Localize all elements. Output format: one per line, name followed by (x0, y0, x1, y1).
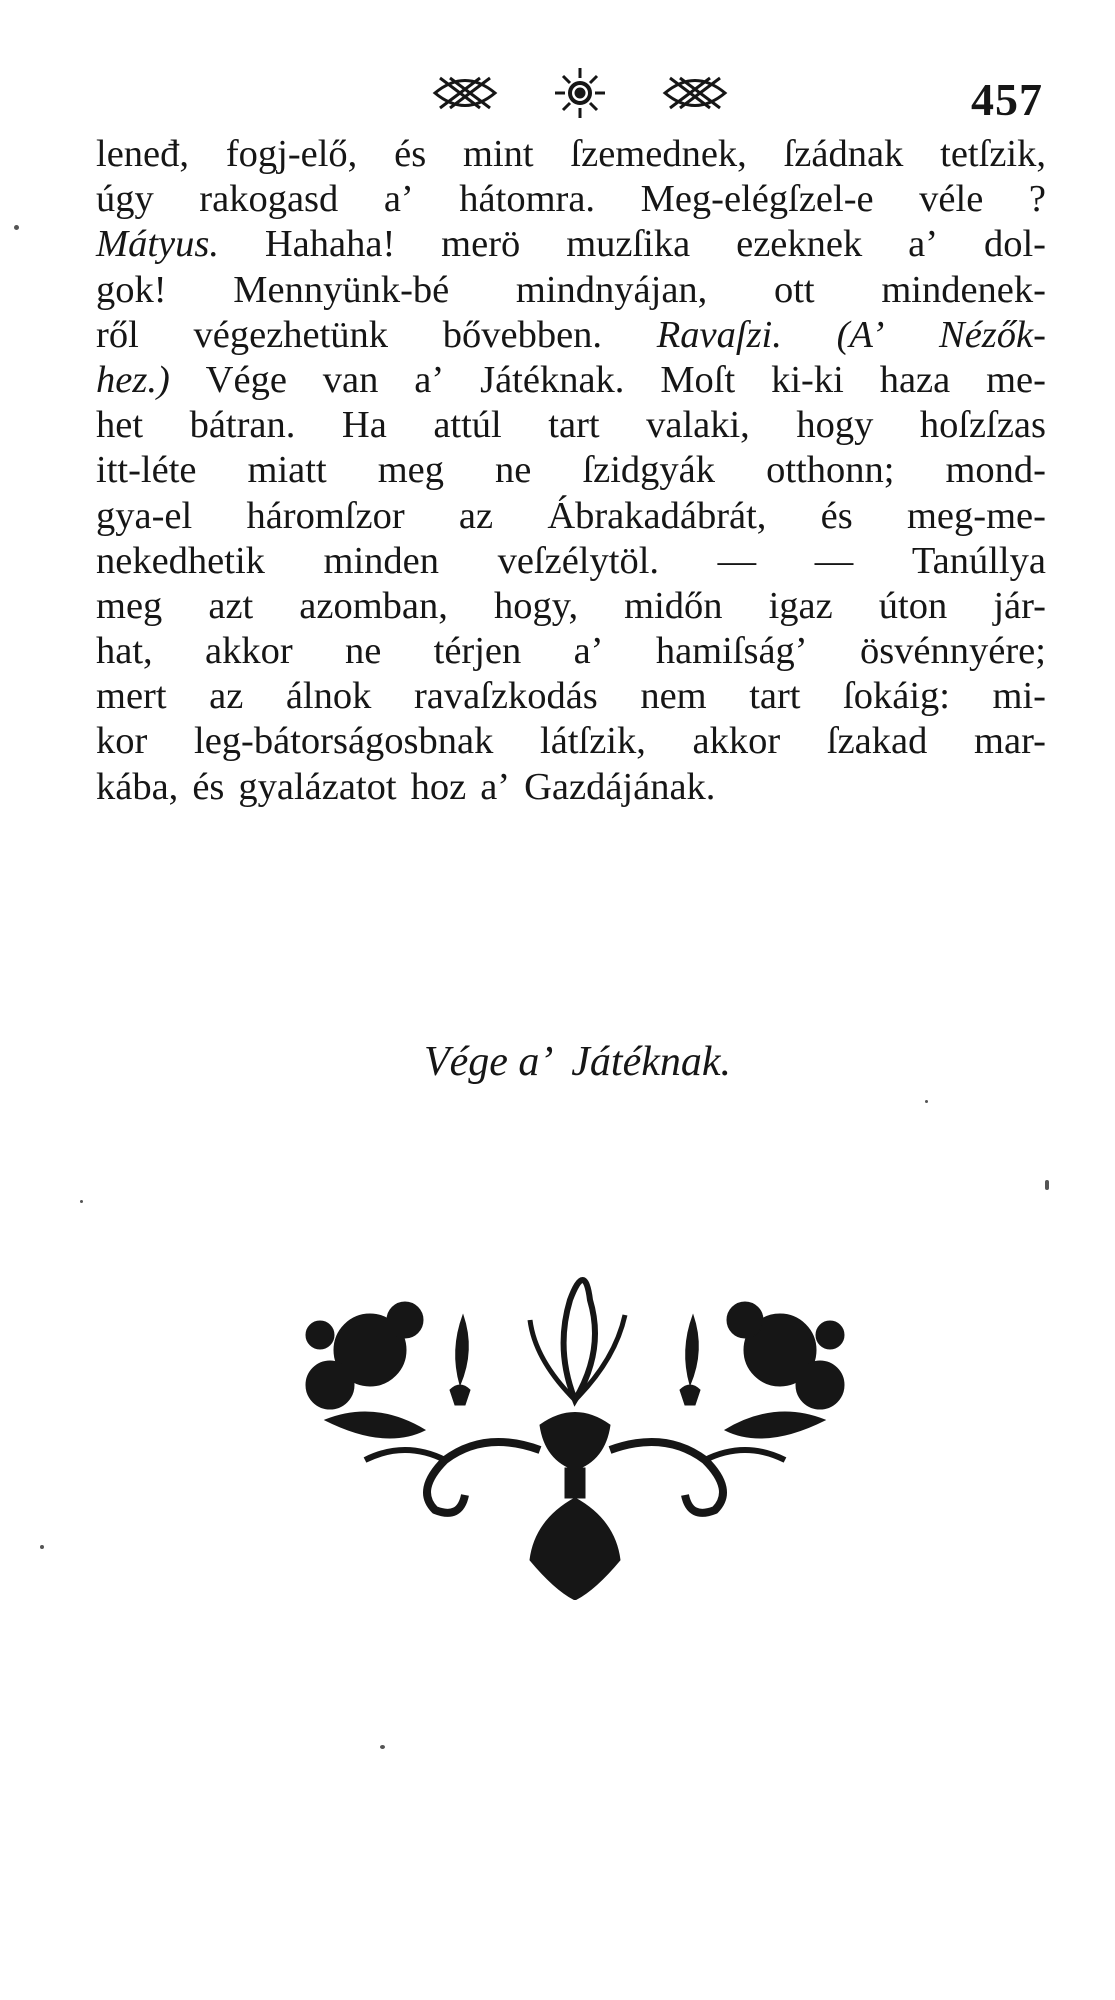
word: a’ (383, 178, 414, 221)
text-line (96, 584, 1046, 629)
text-line (96, 222, 1046, 267)
word: hoz (410, 765, 467, 808)
word: hogy (796, 404, 874, 447)
word: hoſzſzas (919, 404, 1046, 447)
word: kor (96, 720, 148, 763)
word: mar- (974, 720, 1046, 763)
word: háromſzor (246, 494, 405, 537)
word: és (820, 494, 853, 537)
word: tart (749, 675, 801, 718)
word: hátomra. (459, 178, 596, 221)
word: mi- (992, 675, 1046, 718)
word: Tanúllya (911, 539, 1046, 582)
closing-text-part2: Játéknak. (571, 1039, 732, 1085)
word: Vége (205, 358, 287, 401)
paper-speck (1045, 1180, 1049, 1190)
closing-text-part1: Vége a’ (423, 1039, 549, 1085)
paper-speck (80, 1200, 83, 1203)
word: mindenek- (881, 268, 1046, 311)
word: Nézők- (939, 313, 1046, 356)
word: van (322, 358, 379, 401)
word: látſzik, (540, 720, 646, 763)
word: gyalázatot (238, 765, 397, 808)
word: bátran. (189, 404, 296, 447)
word: véle (919, 178, 984, 221)
word: akkor (692, 720, 781, 763)
word: és (192, 765, 225, 808)
paper-speck (380, 1745, 385, 1749)
word: a’ (480, 765, 511, 808)
word: het (96, 404, 144, 447)
word: Ha (341, 404, 387, 447)
fleuron-header-ornament-icon (430, 63, 730, 123)
word: ſzádnak (783, 133, 904, 175)
word: igaz (768, 584, 833, 627)
word: jár- (993, 584, 1046, 627)
word: mint (463, 133, 534, 175)
word: Meg-elégſzel-e (640, 178, 874, 221)
floral-tailpiece-ornament-icon (285, 1260, 865, 1600)
word: Játéknak. (480, 358, 625, 401)
text-line (96, 177, 1046, 222)
word: tart (548, 404, 600, 447)
body-text (96, 132, 1046, 810)
word: és (394, 133, 427, 175)
word: leg-bátorságosbnak (194, 720, 494, 763)
word: ki-ki (771, 358, 844, 401)
word: attúl (433, 404, 502, 447)
word: merö (441, 223, 521, 266)
text-line (96, 765, 1046, 810)
word: ott (773, 268, 815, 311)
word: ösvénnyére; (859, 630, 1046, 673)
word: az (209, 675, 244, 718)
text-line (96, 629, 1046, 674)
text-line (96, 268, 1046, 313)
word: ezeknek (736, 223, 863, 266)
text-line (96, 674, 1046, 719)
word: ne (344, 630, 382, 673)
word: mindnyájan, (515, 268, 708, 311)
word: gok! (96, 268, 167, 311)
word: álnok (285, 675, 372, 718)
word: az (458, 494, 494, 537)
word: midőn (624, 584, 723, 627)
word: hez.) (96, 358, 170, 401)
word: úgy (96, 178, 154, 221)
word: a’ (908, 223, 939, 266)
word: leneđ, (96, 133, 189, 175)
word: meg (96, 584, 163, 627)
word: dol- (983, 223, 1046, 266)
word: Moſt (660, 358, 736, 401)
word: itt-léte (96, 449, 197, 492)
word: Ábrakadábrát, (547, 494, 767, 537)
word: veſzélytöl. (497, 539, 660, 582)
page-number: 457 (971, 74, 1043, 125)
word: rakogasd (199, 178, 339, 221)
word: kába, (96, 765, 179, 808)
word: miatt (247, 449, 327, 492)
word: hogy, (493, 584, 579, 627)
word: — (814, 539, 854, 582)
word: mond- (945, 449, 1046, 492)
word: ſokáig: (843, 675, 950, 718)
word: hat, (96, 630, 153, 673)
word: tetſzik, (940, 133, 1046, 175)
word: azomban, (299, 584, 448, 627)
paper-speck (925, 1100, 928, 1103)
word: ſzakad (826, 720, 928, 763)
paper-speck (40, 1545, 44, 1549)
word: ſzidgyák (582, 449, 716, 492)
word: ravaſzkodás (413, 675, 598, 718)
word: Hahaha! (264, 223, 396, 266)
word: meg (377, 449, 444, 492)
word: akkor (204, 630, 293, 673)
word: a’ (414, 358, 445, 401)
text-line (96, 448, 1046, 493)
word: (A’ (836, 313, 885, 356)
text-line (96, 403, 1046, 448)
word: fogj-elő, (225, 133, 358, 175)
word: Gazdájának. (524, 765, 716, 808)
word: ? (1028, 178, 1046, 221)
word: ſzemednek, (570, 133, 747, 175)
word: muzſika (566, 223, 691, 266)
text-line (96, 132, 1046, 177)
page-header (0, 55, 1115, 135)
closing-line (0, 1038, 1115, 1086)
word: úton (878, 584, 948, 627)
word: nem (640, 675, 707, 718)
word: Mennyünk-bé (233, 268, 450, 311)
word: valaki, (646, 404, 750, 447)
text-line (96, 494, 1046, 539)
word: otthonn; (766, 449, 895, 492)
text-line (96, 719, 1046, 764)
word: bővebben. (442, 313, 603, 356)
word: minden (323, 539, 439, 582)
word: ne (495, 449, 532, 492)
word: — (717, 539, 757, 582)
word: hamiſság’ (655, 630, 808, 673)
word: mert (96, 675, 167, 718)
word: Mátyus. (96, 223, 219, 266)
word: azt (208, 584, 254, 627)
text-line (96, 313, 1046, 358)
word: gya-el (96, 494, 193, 537)
word: me- (986, 358, 1046, 401)
word: végezhetünk (193, 313, 389, 356)
word: ről (96, 313, 139, 356)
word: meg-me- (906, 494, 1046, 537)
word: térjen (433, 630, 522, 673)
text-line (96, 358, 1046, 403)
text-line (96, 539, 1046, 584)
word: Ravaſzi. (656, 313, 782, 356)
word: a’ (573, 630, 604, 673)
paper-speck (14, 225, 19, 230)
word: haza (879, 358, 951, 401)
word: nekedhetik (96, 539, 265, 582)
